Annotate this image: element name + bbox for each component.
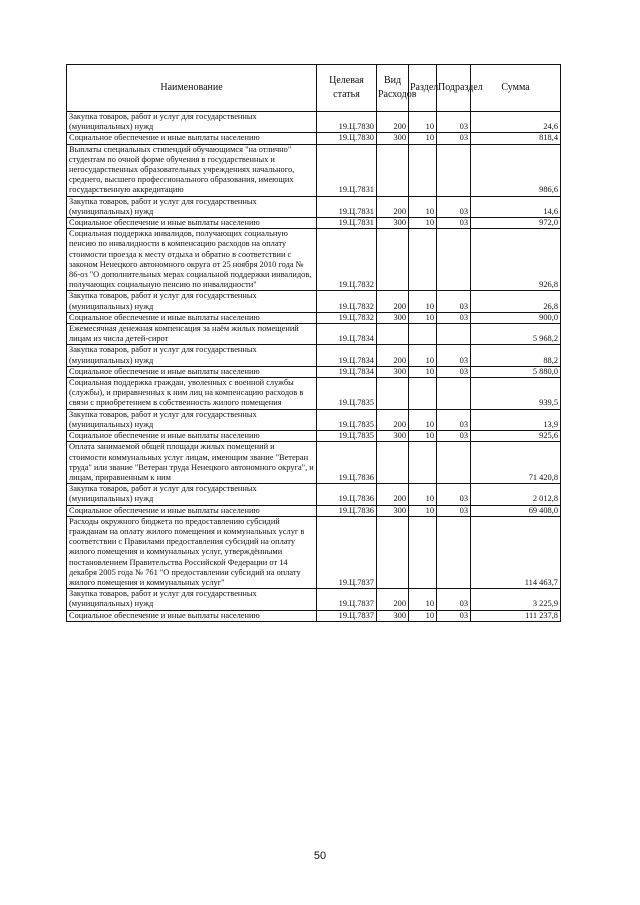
cell-podrazdel (437, 229, 471, 291)
table-row (67, 312, 561, 323)
cell-razdel: 10 (409, 610, 437, 621)
cell-code: 19.Ц.7837 (317, 516, 377, 588)
cell-name: Социальное обеспечение и иные выплаты населению (67, 366, 317, 377)
cell-summa: 818,4 (471, 133, 561, 144)
cell-vid (377, 229, 409, 291)
cell-podrazdel: 03 (437, 345, 471, 366)
cell-razdel (409, 516, 437, 588)
cell-razdel (409, 144, 437, 196)
cell-summa: 925,6 (471, 431, 561, 442)
cell-podrazdel (437, 378, 471, 410)
header-vid: Вид Расходов (377, 65, 409, 112)
cell-code: 19.Ц.7831 (317, 196, 377, 217)
cell-code: 19.Ц.7836 (317, 484, 377, 505)
cell-razdel (409, 378, 437, 410)
cell-razdel: 10 (409, 291, 437, 312)
table-header-row (67, 65, 561, 112)
cell-name: Социальная поддержка инвалидов, получающих социальную пенсию по инвалидности в компенсацию расходов на оплату стоимости проезда к месту отдыха и обратно в соответствии с законом Ненецкого автономного округа от 25 ноября 2010 года № 86-оз "О дополнительных мерах социальной поддержки инвалидов, получающих социальную пенсию по инвалидности" (67, 229, 317, 291)
cell-code: 19.Ц.7837 (317, 589, 377, 610)
cell-code: 19.Ц.7836 (317, 505, 377, 516)
table-row (67, 144, 561, 196)
header-summa: Сумма (471, 65, 561, 112)
cell-podrazdel (437, 144, 471, 196)
cell-code: 19.Ц.7830 (317, 133, 377, 144)
cell-podrazdel: 03 (437, 291, 471, 312)
table-row (67, 366, 561, 377)
table-row (67, 589, 561, 610)
cell-vid: 200 (377, 409, 409, 430)
cell-code: 19.Ц.7830 (317, 112, 377, 133)
page-number: 50 (313, 850, 327, 862)
cell-code: 19.Ц.7832 (317, 312, 377, 323)
cell-vid: 300 (377, 218, 409, 229)
table-row (67, 229, 561, 291)
cell-name: Закупка товаров, работ и услуг для государственных (муниципальных) нужд (67, 484, 317, 505)
cell-name: Ежемесячная денежная компенсация за наём жилых помещений лицам из числа детей-сирот (67, 324, 317, 345)
header-razdel: Раздел (409, 65, 437, 112)
header-code: Целевая статья (317, 65, 377, 112)
cell-name: Закупка товаров, работ и услуг для государственных (муниципальных) нужд (67, 291, 317, 312)
cell-code: 19.Ц.7835 (317, 378, 377, 410)
cell-podrazdel: 03 (437, 112, 471, 133)
cell-razdel: 10 (409, 366, 437, 377)
budget-table-container (66, 64, 560, 622)
cell-name: Социальное обеспечение и иные выплаты населению (67, 133, 317, 144)
cell-podrazdel: 03 (437, 610, 471, 621)
cell-code: 19.Ц.7831 (317, 144, 377, 196)
cell-razdel (409, 324, 437, 345)
cell-code: 19.Ц.7834 (317, 324, 377, 345)
cell-code: 19.Ц.7831 (317, 218, 377, 229)
cell-code: 19.Ц.7835 (317, 409, 377, 430)
cell-summa: 986,6 (471, 144, 561, 196)
table-row (67, 431, 561, 442)
cell-razdel: 10 (409, 484, 437, 505)
cell-name: Социальное обеспечение и иные выплаты населению (67, 505, 317, 516)
cell-podrazdel: 03 (437, 133, 471, 144)
cell-razdel (409, 442, 437, 484)
cell-vid: 300 (377, 366, 409, 377)
table-row (67, 112, 561, 133)
cell-name: Социальное обеспечение и иные выплаты населению (67, 610, 317, 621)
cell-vid: 200 (377, 112, 409, 133)
table-row (67, 516, 561, 588)
cell-name: Социальное обеспечение и иные выплаты населению (67, 218, 317, 229)
cell-podrazdel: 03 (437, 589, 471, 610)
cell-summa: 926,8 (471, 229, 561, 291)
table-row (67, 378, 561, 410)
cell-razdel: 10 (409, 345, 437, 366)
cell-vid (377, 442, 409, 484)
cell-razdel: 10 (409, 589, 437, 610)
cell-name: Социальное обеспечение и иные выплаты населению (67, 312, 317, 323)
cell-vid: 200 (377, 196, 409, 217)
cell-vid (377, 516, 409, 588)
cell-code: 19.Ц.7837 (317, 610, 377, 621)
cell-name: Расходы окружного бюджета по предоставлению субсидий гражданам на оплату жилого помещения и коммунальных услуг в соответствии с Правилами предоставления субсидий на оплату жилого помещения и коммунальных услуг, утверждёнными постановлением Правительства Российской Федерации от 14 декабря 2005 года № 761 "О предоставлении субсидий на оплату жилого помещения и коммунальных услуг" (67, 516, 317, 588)
cell-name: Закупка товаров, работ и услуг для государственных (муниципальных) нужд (67, 112, 317, 133)
cell-code: 19.Ц.7834 (317, 345, 377, 366)
cell-summa: 5 880,0 (471, 366, 561, 377)
cell-vid: 200 (377, 589, 409, 610)
cell-razdel (409, 229, 437, 291)
cell-code: 19.Ц.7836 (317, 442, 377, 484)
cell-name: Закупка товаров, работ и услуг для государственных (муниципальных) нужд (67, 196, 317, 217)
cell-name: Закупка товаров, работ и услуг для государственных (муниципальных) нужд (67, 345, 317, 366)
cell-razdel: 10 (409, 196, 437, 217)
cell-podrazdel: 03 (437, 196, 471, 217)
table-row (67, 409, 561, 430)
cell-summa: 26,8 (471, 291, 561, 312)
table-row (67, 345, 561, 366)
cell-name: Социальная поддержка граждан, уволенных с военной службы (службы), и приравненных к ним лиц на компенсацию расходов в связи с приобретением в собственность жилого помещения (67, 378, 317, 410)
cell-vid: 300 (377, 133, 409, 144)
cell-podrazdel: 03 (437, 409, 471, 430)
table-row (67, 133, 561, 144)
cell-podrazdel (437, 442, 471, 484)
cell-summa: 939,5 (471, 378, 561, 410)
table-row (67, 291, 561, 312)
cell-summa: 114 463,7 (471, 516, 561, 588)
cell-code: 19.Ц.7832 (317, 229, 377, 291)
table-row (67, 442, 561, 484)
cell-vid: 300 (377, 505, 409, 516)
cell-vid: 300 (377, 610, 409, 621)
table-row (67, 218, 561, 229)
header-podrazdel: Подраздел (437, 65, 471, 112)
cell-razdel: 10 (409, 505, 437, 516)
cell-podrazdel: 03 (437, 366, 471, 377)
cell-summa: 3 225,9 (471, 589, 561, 610)
cell-razdel: 10 (409, 112, 437, 133)
cell-summa: 14,6 (471, 196, 561, 217)
cell-vid: 300 (377, 312, 409, 323)
cell-summa: 24,6 (471, 112, 561, 133)
table-body (67, 112, 561, 622)
table-row (67, 324, 561, 345)
cell-summa: 69 408,0 (471, 505, 561, 516)
cell-vid: 200 (377, 484, 409, 505)
cell-summa: 5 968,2 (471, 324, 561, 345)
cell-vid (377, 378, 409, 410)
cell-podrazdel: 03 (437, 431, 471, 442)
cell-name: Оплата занимаемой общей площади жилых помещений и стоимости коммунальных услуг лицам, имеющим звание "Ветеран труда" или звание "Ветеран труда Ненецкого автономного округа", и лицам, приравненным к ним (67, 442, 317, 484)
cell-summa: 111 237,8 (471, 610, 561, 621)
table-row (67, 505, 561, 516)
cell-vid: 200 (377, 291, 409, 312)
cell-podrazdel: 03 (437, 312, 471, 323)
header-name: Наименование (67, 65, 317, 112)
cell-name: Закупка товаров, работ и услуг для государственных (муниципальных) нужд (67, 589, 317, 610)
table-row (67, 196, 561, 217)
cell-vid: 300 (377, 431, 409, 442)
cell-vid: 200 (377, 345, 409, 366)
cell-podrazdel: 03 (437, 218, 471, 229)
table-row (67, 484, 561, 505)
cell-code: 19.Ц.7832 (317, 291, 377, 312)
cell-summa: 13,9 (471, 409, 561, 430)
cell-razdel: 10 (409, 133, 437, 144)
cell-name: Выплаты специальных стипендий обучающимся "на отлично" студентам по очной форме обучения в государственных и негосударственных образовательных учреждениях начального, среднего, высшего профессионального образования, имеющих государственную аккредитацию (67, 144, 317, 196)
cell-summa: 2 012,8 (471, 484, 561, 505)
cell-summa: 71 420,8 (471, 442, 561, 484)
cell-summa: 88,2 (471, 345, 561, 366)
cell-code: 19.Ц.7834 (317, 366, 377, 377)
cell-code: 19.Ц.7835 (317, 431, 377, 442)
cell-summa: 972,0 (471, 218, 561, 229)
cell-summa: 900,0 (471, 312, 561, 323)
table-row (67, 610, 561, 621)
cell-podrazdel: 03 (437, 484, 471, 505)
cell-razdel: 10 (409, 409, 437, 430)
cell-vid (377, 324, 409, 345)
cell-name: Закупка товаров, работ и услуг для государственных (муниципальных) нужд (67, 409, 317, 430)
budget-table (66, 64, 561, 622)
cell-podrazdel (437, 324, 471, 345)
cell-podrazdel (437, 516, 471, 588)
cell-razdel: 10 (409, 312, 437, 323)
cell-razdel: 10 (409, 431, 437, 442)
cell-razdel: 10 (409, 218, 437, 229)
cell-podrazdel: 03 (437, 505, 471, 516)
cell-name: Социальное обеспечение и иные выплаты населению (67, 431, 317, 442)
cell-vid (377, 144, 409, 196)
